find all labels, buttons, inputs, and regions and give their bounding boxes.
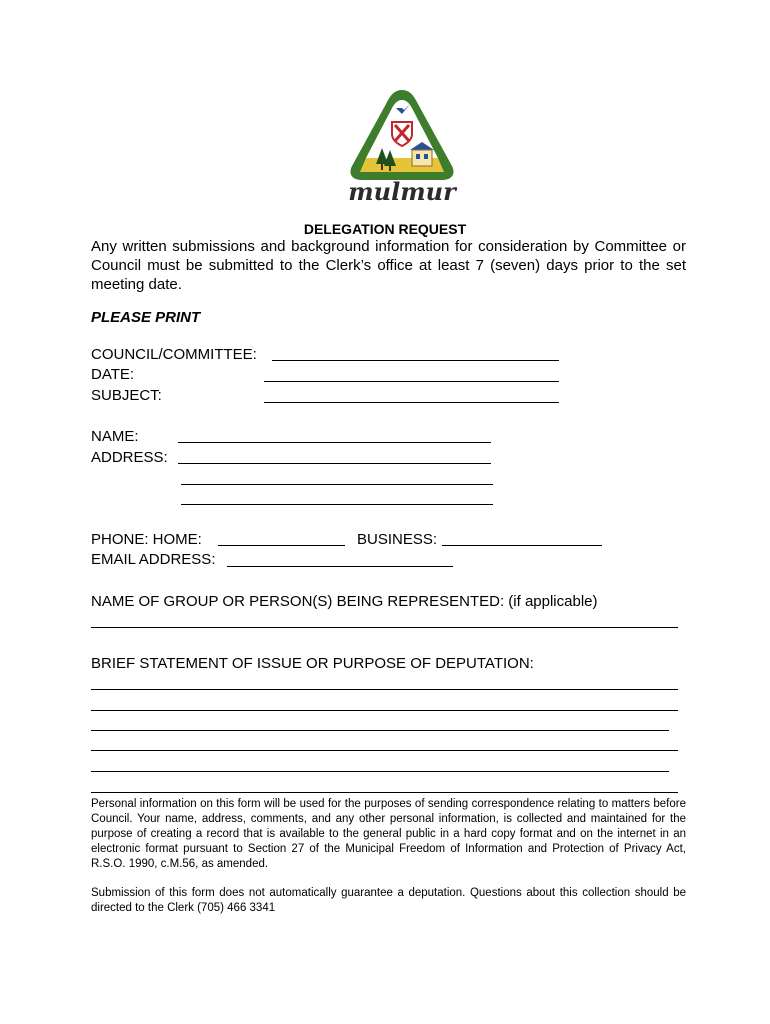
business-phone-label: BUSINESS: bbox=[357, 531, 438, 548]
address-field-line-1[interactable] bbox=[178, 463, 491, 464]
email-label: EMAIL ADDRESS: bbox=[91, 551, 216, 568]
group-represented-label: NAME OF GROUP OR PERSON(S) BEING REPRESENTED: (if applicable) bbox=[91, 593, 598, 610]
statement-field-line-2[interactable] bbox=[91, 710, 678, 711]
date-field[interactable] bbox=[264, 381, 559, 382]
statement-label: BRIEF STATEMENT OF ISSUE OR PURPOSE OF DEPUTATION: bbox=[91, 655, 534, 672]
email-field[interactable] bbox=[227, 566, 453, 567]
privacy-notice: Personal information on this form will be used for the purposes of sending correspondence relating to matters before Council. Your name, address, comments, and any other personal information, is collected and maintained for the purpose of creating a record that is available to the general public in a hard copy format and on the internet in an electronic format pursuant to Section 27 of the Municipal Freedom of Information and Protection of Privacy Act, R.S.O. 1990, c.M.56, as amended. bbox=[91, 798, 686, 870]
statement-field-line-6[interactable] bbox=[91, 792, 678, 793]
business-phone-field[interactable] bbox=[442, 545, 602, 546]
statement-field-line-1[interactable] bbox=[91, 689, 678, 690]
subject-label: SUBJECT: bbox=[91, 387, 162, 404]
mulmur-crest-icon bbox=[350, 90, 453, 180]
form-title: DELEGATION REQUEST bbox=[303, 221, 467, 237]
subject-field[interactable] bbox=[264, 402, 559, 403]
address-label: ADDRESS: bbox=[91, 449, 168, 466]
phone-home-field[interactable] bbox=[218, 545, 345, 546]
council-committee-label: COUNCIL/COMMITTEE: bbox=[91, 346, 257, 363]
statement-field-line-3[interactable] bbox=[91, 730, 669, 731]
intro-paragraph: Any written submissions and background information for consideration by Committee or Council must be submitted to the Clerk’s office at least 7 (seven) days prior to the set meeting date. bbox=[91, 238, 686, 293]
statement-field-line-5[interactable] bbox=[91, 771, 669, 772]
logo-wordmark: mulmur bbox=[348, 177, 456, 206]
group-represented-field[interactable] bbox=[91, 627, 678, 628]
please-print-note: PLEASE PRINT bbox=[91, 309, 201, 326]
statement-field-line-4[interactable] bbox=[91, 750, 678, 751]
date-label: DATE: bbox=[91, 366, 135, 383]
address-field-line-3[interactable] bbox=[181, 504, 493, 505]
council-committee-field[interactable] bbox=[272, 360, 559, 361]
name-field[interactable] bbox=[178, 442, 491, 443]
submission-notice: Submission of this form does not automatically guarantee a deputation. Questions about this collection should be directed to the Clerk (705) 466 3341 bbox=[91, 887, 686, 914]
name-label: NAME: bbox=[91, 428, 139, 445]
address-field-line-2[interactable] bbox=[181, 484, 493, 485]
phone-home-label: PHONE: HOME: bbox=[91, 531, 202, 548]
mulmur-logo bbox=[340, 88, 464, 206]
